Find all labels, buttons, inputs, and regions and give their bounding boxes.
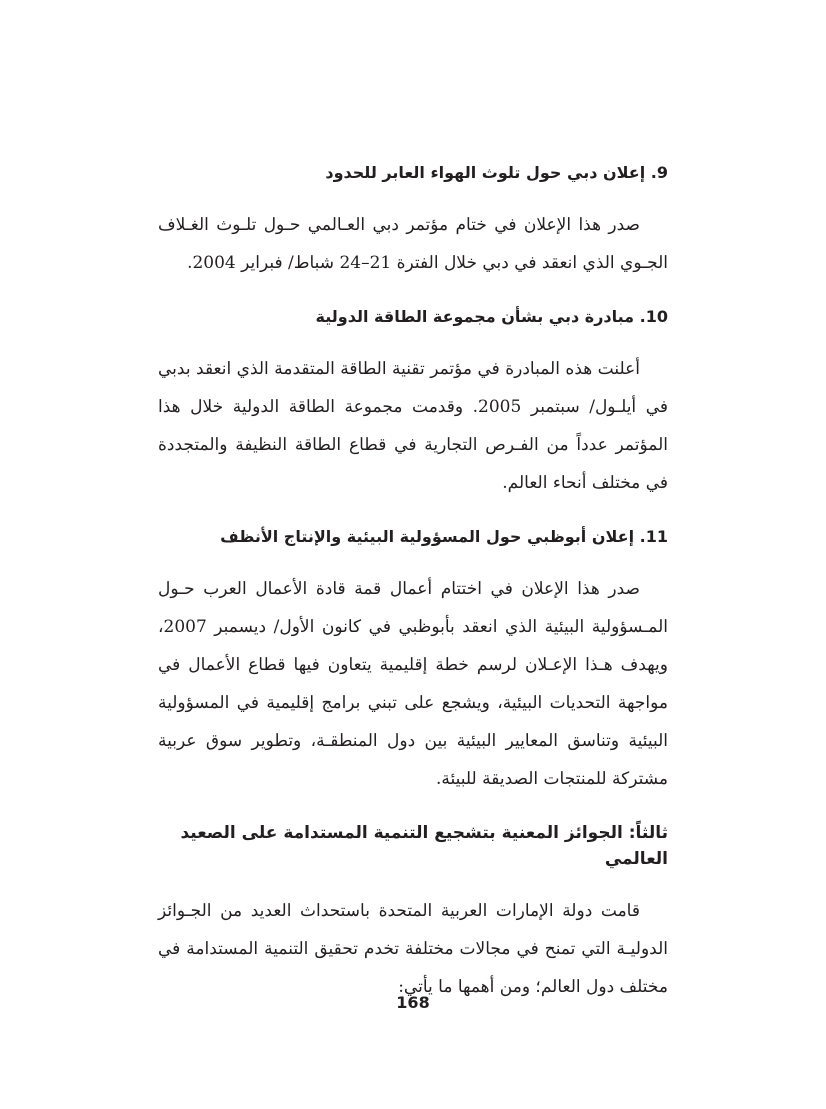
page-number: 168 bbox=[396, 993, 430, 1012]
item-11-paragraph: صدر هذا الإعلان في اختتام أعمال قمة قادة الأعمال العرب حـول المـسؤولية البيئية الذي انعقد بأبوظبي في كانون الأول/ ديسمبر 2007، ويهدف هـذا الإعـلان لرسم خطة إقليمية يتعاون فيها قطاع الأعمال في مواجهة التحديات البيئية، ويشجع على تبني برامج إقليمية في المسؤولية البيئية وتناسق المعايير البيئية بين دول المنطقـة، وتطوير سوق عربية مشتركة للمنتجات الصديقة للبيئة. bbox=[158, 579, 668, 789]
page-body bbox=[158, 160, 668, 1028]
section-heading: ثالثاً: الجوائز المعنية بتشجيع التنمية المستدامة على الصعيد العالمي bbox=[180, 823, 668, 869]
item-9-heading: 9. إعلان دبي حول تلوث الهواء العابر للحدود bbox=[325, 163, 668, 182]
item-10-heading: 10. مبادرة دبي بشأن مجموعة الطاقة الدولية bbox=[315, 307, 668, 326]
item-10-paragraph: أعلنت هذه المبادرة في مؤتمر تقنية الطاقة المتقدمة الذي انعقد بدبي في أيلـول/ سبتمبر 2005. وقدمت مجموعة الطاقة الدولية خلال هذا المؤتمر عدداً من الفـرص التجارية في قطاع الطاقة النظيفة والمتجددة في مختلف أنحاء العالم. bbox=[158, 359, 668, 493]
item-9-paragraph: صدر هذا الإعلان في ختام مؤتمر دبي العـالمي حـول تلـوث الغـلاف الجـوي الذي انعقد في دبي خلال الفترة 21–24 شباط/ فبراير 2004. bbox=[158, 215, 668, 273]
section-paragraph: قامت دولة الإمارات العربية المتحدة باستحداث العديد من الجـوائز الدوليـة التي تمنح في مجالات مختلفة تخدم تحقيق التنمية المستدامة في مختلف دول العالم؛ ومن أهمها ما يأتي: bbox=[158, 901, 668, 997]
item-11-heading: 11. إعلان أبوظبي حول المسؤولية البيئية والإنتاج الأنظف bbox=[220, 527, 668, 546]
